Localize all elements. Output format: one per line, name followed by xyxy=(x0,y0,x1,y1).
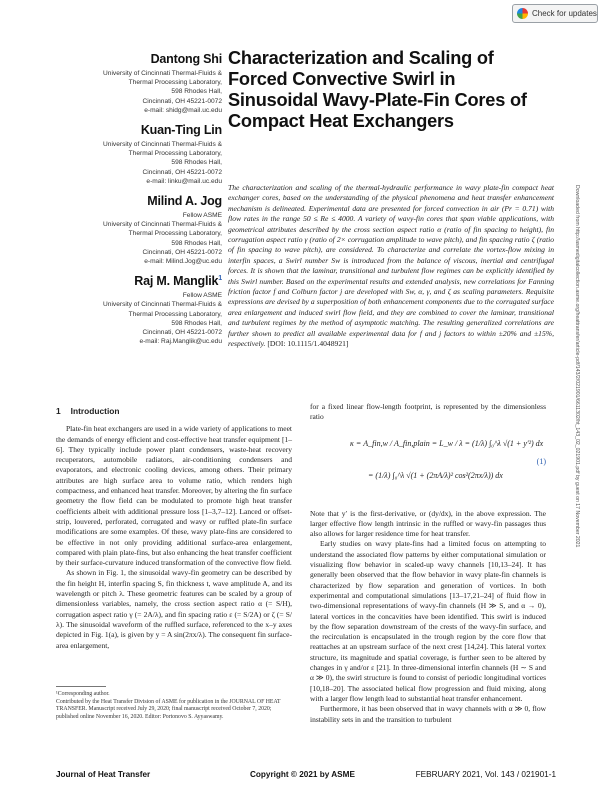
equation-line: κ = A_fin,w / A_fin,plain = L_w / λ = (1/λ) ∫₀^λ √(1 + y′²) dx xyxy=(350,438,544,448)
journal-name: Journal of Heat Transfer xyxy=(56,770,151,779)
author-affiliation: Thermal Processing Laboratory, xyxy=(128,230,222,238)
issue-info: FEBRUARY 2021, Vol. 143 / 021901-1 xyxy=(415,770,556,779)
author-affiliation: University of Cincinnati Thermal-Fluids & xyxy=(103,221,222,229)
author xyxy=(66,274,222,346)
equation-1 xyxy=(310,427,546,503)
paragraph: for a fixed linear flow-length footprint, is represented by the dimensionless ratio xyxy=(310,402,546,422)
download-note: Downloaded from http://asmedigitalcollection.asme.org/heattransfer/article-pdf/143/2/021901/6611302/ht_143_02_021901.pdf by guest on 17 November 2021 xyxy=(574,185,580,548)
author-membership: Fellow ASME xyxy=(182,292,222,300)
left-column xyxy=(56,402,292,651)
author-affiliation: 598 Rhodes Hall, xyxy=(171,159,222,167)
section-title: Introduction xyxy=(70,406,120,416)
check-for-updates-label: Check for updates xyxy=(532,9,597,18)
author-affiliation: Thermal Processing Laboratory, xyxy=(128,150,222,158)
author xyxy=(66,194,222,266)
author-block xyxy=(66,52,222,354)
footnotes xyxy=(56,686,292,721)
equation-line: = (1/λ) ∫₀^λ √(1 + (2πA/λ)² cos²(2πx/λ)) dx xyxy=(368,470,503,480)
author-affiliation: Cincinnati, OH 45221-0072 xyxy=(142,97,222,105)
page-footer xyxy=(56,770,556,782)
abstract xyxy=(228,183,554,350)
author-name-text: Raj M. Manglik xyxy=(134,274,219,289)
author-email[interactable]: e-mail: shidg@mail.uc.edu xyxy=(144,106,222,114)
author-email[interactable]: e-mail: linku@mail.uc.edu xyxy=(146,177,222,185)
author-affiliation: Cincinnati, OH 45221-0072 xyxy=(142,329,222,337)
author-affiliation: Cincinnati, OH 45221-0072 xyxy=(142,248,222,256)
footnote: Contributed by the Heat Transfer Division of ASME for publication in the JOURNAL OF HEAT TRANSFER. Manuscript received July 29, 2020; final manuscript received October 7, 2020; published online November 16, 2020. Editor: Portonovo S. Ayyaswamy. xyxy=(56,698,281,720)
paragraph: Plate-fin heat exchangers are used in a wide variety of applications to meet the demands of energy efficient and cost-effective heat transfer equipment [1–6]. They typically include power plant condensers, waste-heat recovery recuperators, automobile radiators, air-conditioning condensers and evaporators, and electronic cooling devices, among others. Their primary attributes are high surface area to volume ratio, which renders high compactness, and enhanced heat transfer. Moreover, by altering the fin surface geometry the flow field can be modulated to promote high heat transfer coefficients albeit with additional pressure loss [1–3,7–12]. Lanced or offset-strip, louvered, perforated, corrugated and wavy or ruffled plate-fin surface modifications are some examples. Of these, wavy plate-fins are considered to be effective in not only providing additional surface-area enlargement, compared with plain plate-fins, but also enhancing the heat transfer coefficient by their surface-curvature induced transformation of the convective flow field. xyxy=(56,424,292,568)
doi-link[interactable]: [DOI: 10.1115/1.4048921] xyxy=(267,339,349,349)
crossmark-icon xyxy=(517,8,528,19)
author-affiliation: Thermal Processing Laboratory, xyxy=(128,310,222,318)
author-name xyxy=(66,274,222,288)
paragraph: Furthermore, it has been observed that in wavy channels with α ≫ 0, flow instability sets in and the transition to turbulent xyxy=(310,704,546,724)
author-name: Kuan-Ting Lin xyxy=(140,123,222,138)
check-for-updates-button[interactable] xyxy=(512,4,598,23)
author-affiliation: 598 Rhodes Hall, xyxy=(171,239,222,247)
author-membership: Fellow ASME xyxy=(182,212,222,220)
author-name: Dantong Shi xyxy=(150,52,222,66)
abstract-text: The characterization and scaling of the thermal-hydraulic performance in wavy plate-fin compact heat exchanger cores, based on the understanding of the physical phenomena and heat transfer enhancement mechanism is delineated. Experimental data are presented for forced convection in air (Pr = 0.71) with flow rates in the range 50 ≤ Re ≤ 4000. A variety of wavy-fin cores that span viable applications, with geometrical attributes described by the cross section aspect ratio α (ratio of fin spacing to height), fin corrugation aspect ratio γ (ratio of 2× corrugation amplitude to wave pitch), and fin spacing ratio ζ (ratio of fin spacing to wave pitch), are considered. To characterize and correlate the vortex-flow mixing in interfin spaces, a Swirl number Sw is introduced from the balance of viscous, inertial and centrifugal forces. It is shown that the laminar, transitional and turbulent flow regimes can be explicitly identified by this Swirl number. Based on the experimental results and extended analysis, new correlations for Fanning friction factor f and Colburn factor j are developed with Sw, α, γ, and ζ as scaling parameters. Requisite expressions are devised by a superposition of both enhancement components due to the corrugated surface area enlargement and induced swirl flow field, and they are combined to cover the laminar, transitional and turbulent regimes by the method of asymptotic matching. The resulting generalized correlations are further shown to predict all available experimental data for f and j factors to within ±20% and ±15%, respectively. xyxy=(228,183,554,349)
author-name: Milind A. Jog xyxy=(147,194,222,209)
author-affiliation: University of Cincinnati Thermal-Fluids & xyxy=(103,301,222,309)
right-column xyxy=(310,402,546,725)
equation-number: (1) xyxy=(536,456,546,466)
author-affiliation: Thermal Processing Laboratory, xyxy=(128,79,222,87)
footnote-rule xyxy=(56,686,106,687)
author-affiliation: University of Cincinnati Thermal-Fluids & xyxy=(103,141,222,149)
paragraph: As shown in Fig. 1, the sinusoidal wavy-fin geometry can be described by the fin height H, interfin spacing S, fin thickness t, wave amplitude A, and its wavelength or pitch λ. These geometric features can be scaled by a group of dimensionless variables, namely, the cross section aspect ratio α (= S/H), corrugation aspect ratio γ (= 2A/λ), and fin spacing ratio ε (= S/2A) or ζ (= S/λ). The sinusoidal waveform of the ruffled surface, referenced to the x–y axes depicted in Fig. 1(a), is given by y = A sin(2πx/λ). The consequent fin surface-area enlargement, xyxy=(56,568,292,650)
copyright: Copyright © 2021 by ASME xyxy=(250,770,355,779)
author-affiliation: 598 Rhodes Hall, xyxy=(171,88,222,96)
section-heading xyxy=(56,406,292,416)
section-number: 1 xyxy=(56,406,61,416)
author-affiliation: Cincinnati, OH 45221-0072 xyxy=(142,168,222,176)
paragraph: Early studies on wavy plate-fins had a limited focus on attempting to understand the associated flow patterns by either computational simulation or visualizing flow behavior in scaled-up wavy channels [10,13–24]. It has generally been observed that the flow behavior in wavy plate-fin channels is characterized by flow separation and generation of vortices. In both experimental and computational simulations [13–17,21–24] of fluid flow in two-dimensional representations of wavy-fin channels (H ≫ S, and α → 0), lateral vortices in the concavities have been identified. This swirl is induced by the flow separation downstream of the crests of the wavy-fin surface, and the recirculation is encapsulated in the trough region by the core flow that reattaches at an upstream surface of the next crest [14,24]. This lateral vortex structure, its magnitude and spatial coverage, is further seen to be altered by changes in γ and/or ε [21]. In three-dimensional interfin channels (H ∼ S and α ≫ 0), the swirl structure is found to consist of periodic longitudinal vortices [10,18–20]. The associated helical flow progression and fluid mixing, along with a larger flow length lead to substantial heat transfer enhancement. xyxy=(310,539,546,703)
footnote: ¹Corresponding author. xyxy=(56,691,110,697)
author xyxy=(66,52,222,115)
paragraph: Note that y′ is the first-derivative, or (dy/dx), in the above expression. The larger effective flow length intrinsic in the ruffled or wavy-fin passages thus also allows for larger residence time for heat transfer. xyxy=(310,508,546,539)
author-affiliation: 598 Rhodes Hall, xyxy=(171,319,222,327)
author xyxy=(66,123,222,186)
author-email[interactable]: e-mail: Milind.Jog@uc.edu xyxy=(144,258,222,266)
corresponding-marker: 1 xyxy=(218,275,222,283)
paper-title: Characterization and Scaling of Forced Convective Swirl in Sinusoidal Wavy-Plate-Fin Cores of Compact Heat Exchangers xyxy=(228,48,527,131)
author-affiliation: University of Cincinnati Thermal-Fluids & xyxy=(103,70,222,77)
author-email[interactable]: e-mail: Raj.Manglik@uc.edu xyxy=(139,338,222,346)
